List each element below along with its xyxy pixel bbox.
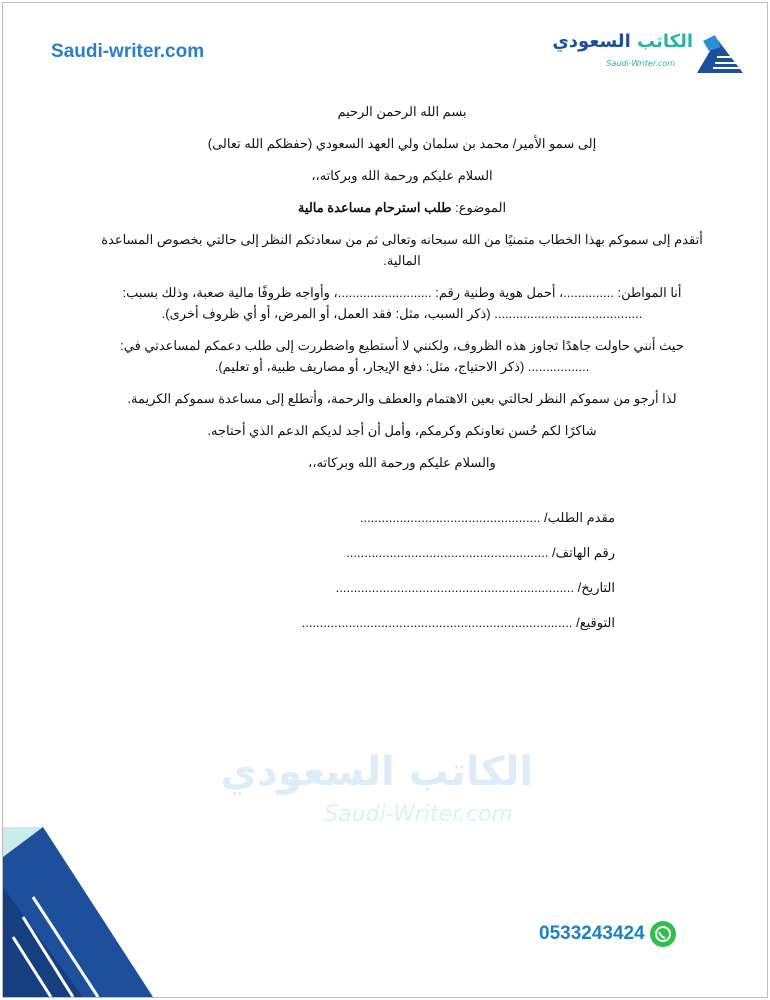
logo-text-ar: الكاتب السعودي <box>552 31 693 52</box>
date-field: التاريخ/ .................................................................. <box>335 580 615 595</box>
phone-field: رقم الهاتف/ ........................................................ <box>346 545 615 560</box>
intro-paragraph: أتقدم إلى سموكم بهذا الخطاب متمنيًا من الله سبحانه وتعالى ثم من سعادتكم النظر إلى حالتي بخصوص المساعدة المالية. <box>101 232 703 268</box>
paragraph-citizen: أنا المواطن: ..............، أحمل هوية وطنية رقم: ..........................، وأواجه ظروفًا مالية صعبة، وذلك بسبب: ......................................... (ذكر السبب، مثل: فقد العمل، أو المرض، أو أي ظروف أخرى). <box>122 285 682 321</box>
document-page <box>2 2 768 998</box>
thanks: شاكرًا لكم حُسن تعاونكم وكرمكم، وأمل أن أجد لديكم الدعم الذي أحتاجه. <box>207 423 597 438</box>
letter-body <box>93 101 711 647</box>
greeting: السلام عليكم ورحمة الله وبركاته،، <box>311 168 493 183</box>
logo-text-en: Saudi-Writer.com <box>606 59 675 68</box>
signature-block <box>93 507 711 633</box>
watermark: الكاتب السعودي Saudi-Writer.com <box>220 749 533 827</box>
site-url[interactable]: Saudi-writer.com <box>51 41 205 62</box>
corner-decoration <box>3 827 153 997</box>
whatsapp-icon[interactable] <box>650 921 676 947</box>
paragraph-request: لذا أرجو من سموكم النظر لحالتي بعين الاهتمام والعطف والرحمة، وأتطلع إلى مساعدة سموكم الكريمة. <box>127 391 677 406</box>
signature-field: التوقيع/ ........................................................................... <box>301 615 615 630</box>
logo-triangle-icon <box>695 35 745 75</box>
phone-number[interactable]: 0533243424 <box>539 923 645 944</box>
paragraph-need: حيث أنني حاولت جاهدًا تجاوز هذه الظروف، ولكنني لا أستطيع واضطررت إلى طلب دعمكم لمساعدتي في: ................. (ذكر الاحتياج، مثل: دفع الإيجار، أو مصاريف طبية، أو تعليم). <box>120 338 684 374</box>
logo <box>545 31 745 75</box>
closing: والسلام عليكم ورحمة الله وبركاته،، <box>308 455 496 470</box>
basmala: بسم الله الرحمن الرحيم <box>337 104 467 119</box>
applicant-field: مقدم الطلب/ .................................................. <box>359 510 615 525</box>
subject: طلب استرحام مساعدة مالية <box>297 200 452 215</box>
subject-line: الموضوع: طلب استرحام مساعدة مالية <box>297 200 507 215</box>
addressee: إلى سمو الأمير/ محمد بن سلمان ولي العهد السعودي (حفظكم الله تعالى) <box>207 136 597 151</box>
